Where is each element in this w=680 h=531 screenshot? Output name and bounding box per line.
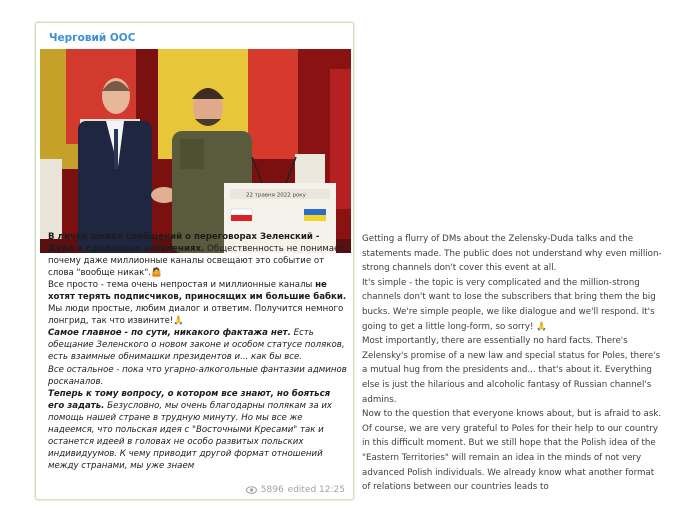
post-paragraph-3 (48, 327, 348, 363)
emoji-icon: 🤷 (151, 268, 162, 279)
post-text (48, 231, 348, 472)
post-paragraph-5 (48, 388, 348, 472)
channel-name[interactable]: Черговий ООС (49, 32, 136, 44)
post-paragraph-4 (48, 364, 348, 388)
translation-paragraph-4: Now to the question that everyone knows about, but is afraid to ask. Of course, we are very grateful to Poles for their help to our country in this difficult moment. But we still hope that the Polish idea of the "Eastern Territories" will remain an idea in the minds of not very advanced Polish individuals. We already know what another format of relations between our countries leads to (362, 409, 662, 493)
pray-emoji-icon: 🙏 (536, 321, 548, 332)
post-p4-italic: Все остальное - пока что угарно-алкогольные фантазии админов росканалов. (48, 364, 347, 387)
post-p3-italic: Есть обещание Зеленского о новом законе и особом статусе поляков, есть взаимные обнимашки президентов и... как бы все. (48, 328, 345, 363)
pray-emoji-icon: 🙏 (173, 316, 185, 327)
post-meta (246, 485, 345, 495)
translation-p2-text: It's simple - the topic is very complicated and the million-strong channels don't want to lose the subscribers that bring them the big bucks. We're simple people, we like dialogue and we'll respond. It's going to get a little long-form, so sorry! (362, 277, 656, 332)
post-p1-rest: Общественность не понимает, почему даже миллионные каналы освещают это событие от слова "вообще никак". (48, 244, 348, 279)
post-p2-bold: не хотят терять подписчиков, приносящих им большие бабки. (48, 280, 347, 303)
post-p2-rest: Мы люди простые, любим диалог и ответим. Получится немного лонгрид, так что извините! (48, 304, 344, 327)
post-p3-bolditalic: Самое главное - по сути, никакого фактажа нет. (48, 328, 291, 339)
post-p1-bold: В личке шквал сообщений о переговорах Зеленский - Дуда и сделанных заявлениях. (48, 232, 320, 255)
post-photo[interactable] (40, 49, 351, 253)
post-p2-start: Все просто - тема очень непростая и миллионные каналы (48, 280, 316, 291)
eye-icon (246, 486, 257, 494)
edited-time: edited 12:25 (287, 485, 345, 495)
views-count: 5896 (260, 485, 284, 495)
translation-text (362, 232, 662, 495)
translation-paragraph-1: Getting a flurry of DMs about the Zelensky-Duda talks and the statements made. The public does not understand why even million-strong channels don't cover this event at all. (362, 234, 662, 274)
photo-duda-zelensky-handshake-icon (40, 49, 351, 253)
translation-paragraph-2 (362, 276, 662, 334)
translation-paragraph-3: Most importantly, there are essentially no hard facts. There's Zelensky's promise of a new law and special status for Poles, there's a mutual hug from the presidents and... that's about it. Everything else is just the hilarious and alcoholic fantasy of Russian channel's admins. (362, 336, 661, 405)
post-p5-bolditalic: Теперь к тому вопросу, о котором все знают, но бояться его задать. (48, 388, 331, 411)
post-p5-italic: Безусловно, мы очень благодарны полякам за их помощь нашей стране в трудную минуту. Но мы все же надеемся, что польская идея с "Восточными Кресами" так и останется идеей в головах не особо развитых польских индивидуумов. К чему приводит другой формат отношений между странами, мы уже знаем (48, 400, 333, 471)
post-paragraph-2 (48, 279, 348, 327)
telegram-post-card (35, 22, 354, 500)
post-paragraph-1 (48, 231, 348, 279)
podium-date-text: 22 травня 2022 року (246, 192, 306, 199)
